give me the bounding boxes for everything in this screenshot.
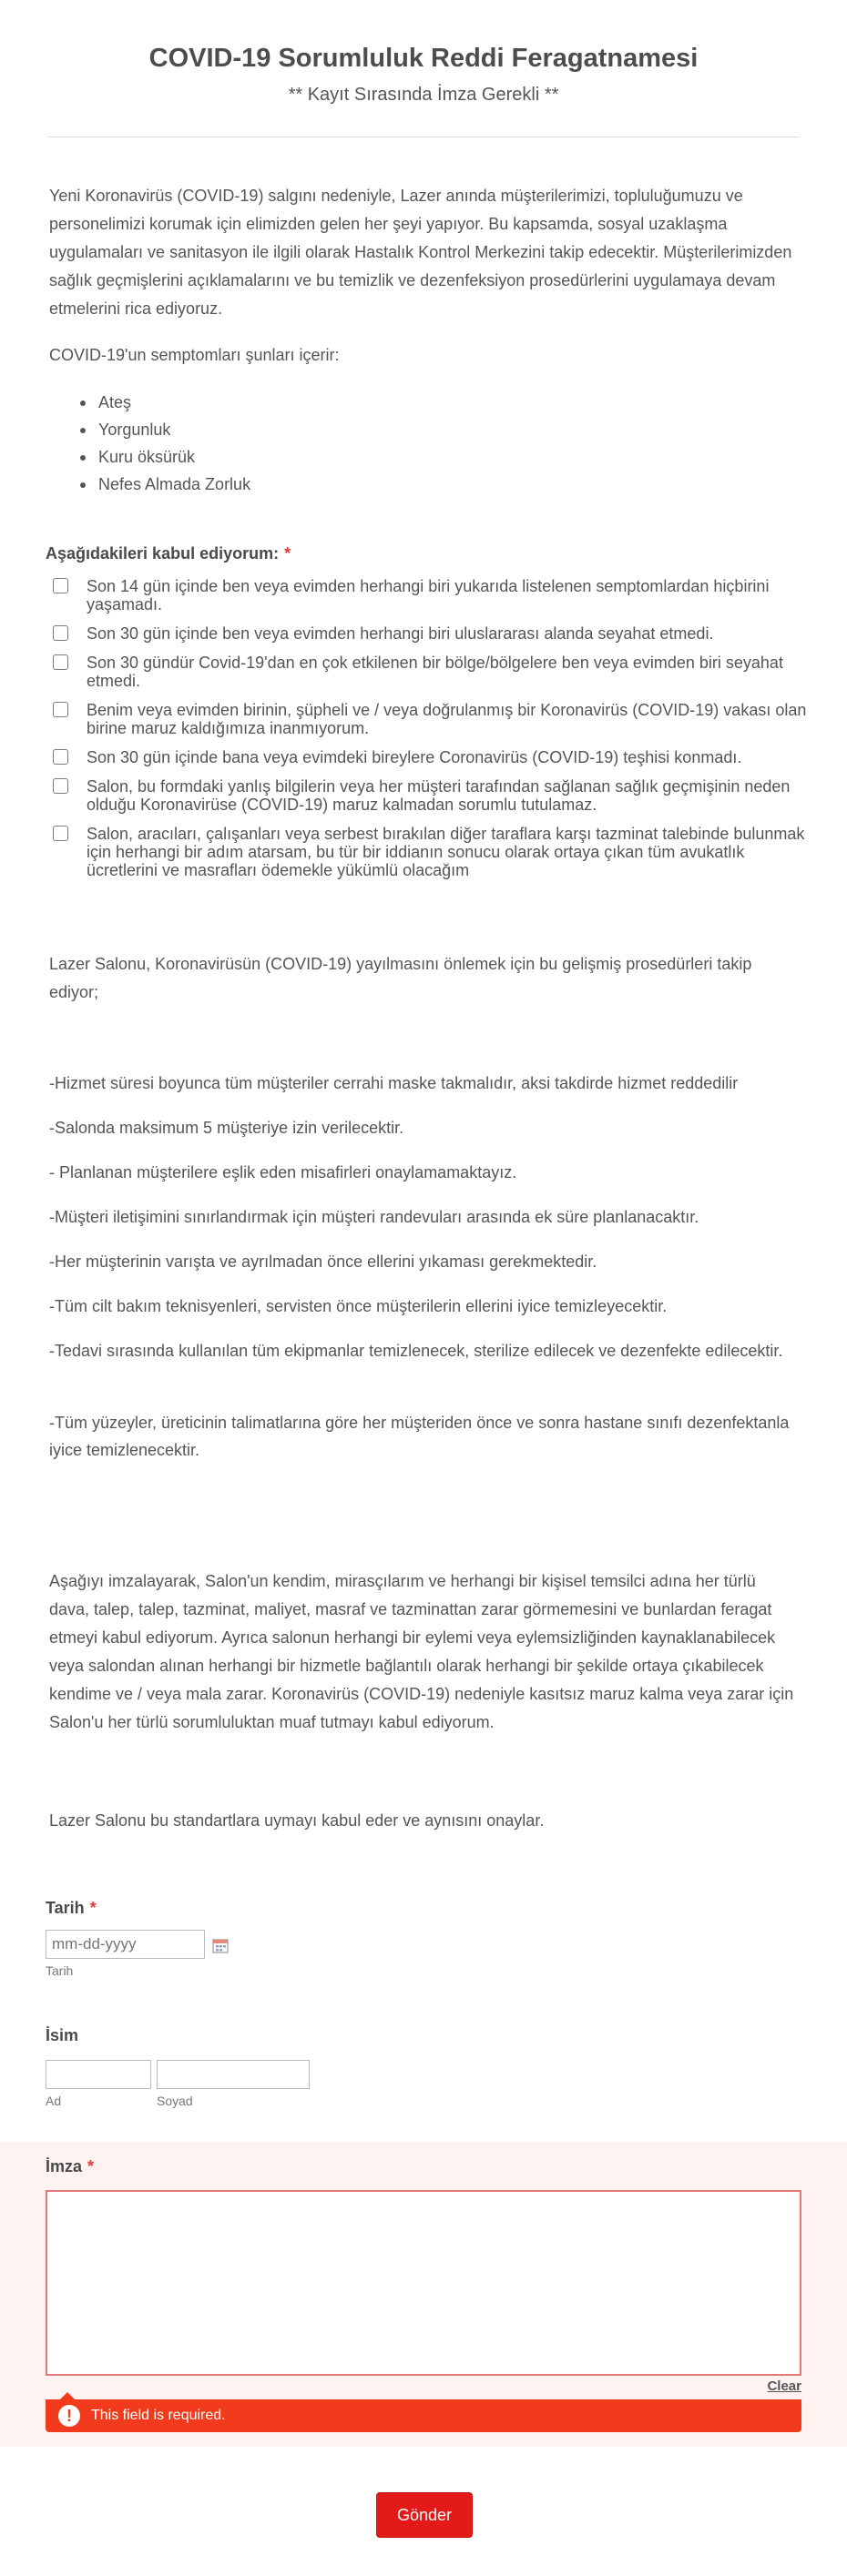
agreement-option-text: Salon, bu formdaki yanlış bilgilerin veya her müşteri tarafından sağlanan sağlık geçmişinin neden olduğu Koronavirüse (COVID-19) maruz kalmadan sorumlu tutulamaz. <box>87 777 791 814</box>
checkbox[interactable] <box>53 702 68 717</box>
checkbox[interactable] <box>53 625 68 641</box>
agreement-checklist <box>46 577 811 890</box>
intro-paragraph: Yeni Koronavirüs (COVID-19) salgını nedeniyle, Lazer anında müşterilerimizi, topluluğumuzu ve personelimizi korumak için elimizden gelen her şeyi yapıyor. Bu kapsamda, sosyal uzaklaşma uygulamaları ve sanitasyon ile ilgili olarak Hastalık Kontrol Merkezini takip edecektir. Müşterilerimizden sağlık geçmişlerini açıklamalarını ve bu temizlik ve dezenfeksiyon prosedürlerini uygulamaya devam etmelerini rica ediyoruz. <box>49 187 792 318</box>
procedure-rule: -Müşteri iletişimini sınırlandırmak için müşteri randevuları arasında ek süre planlanacaktır. <box>49 1208 699 1226</box>
agreement-option[interactable] <box>46 577 811 614</box>
agreement-option-text: Son 30 gün içinde bana veya evimdeki bireylere Coronavirüs (COVID-19) teşhisi konmadı. <box>87 748 742 766</box>
page-title: COVID-19 Sorumluluk Reddi Feragatnamesi <box>148 44 699 73</box>
checkbox[interactable] <box>53 749 68 765</box>
last-name-input[interactable] <box>157 2060 310 2089</box>
submit-button[interactable]: Gönder <box>376 2492 473 2538</box>
required-marker: * <box>87 2157 95 2175</box>
signature-label <box>46 2157 94 2176</box>
agreement-option[interactable] <box>46 777 811 814</box>
procedure-rule: -Tüm cilt bakım teknisyenleri, servisten önce müşterilerin ellerini iyice temizleyecektir. <box>49 1297 668 1315</box>
procedures-intro: Lazer Salonu, Koronavirüsün (COVID-19) yayılmasını önlemek için bu gelişmiş prosedürleri takip ediyor; <box>49 955 752 1001</box>
list-item: Kuru öksürük <box>98 443 250 471</box>
list-item: Nefes Almada Zorluk <box>98 471 250 498</box>
error-message <box>46 2399 801 2432</box>
last-name-sublabel: Soyad <box>157 2094 193 2108</box>
acknowledgement-text: Lazer Salonu bu standartlara uymayı kabul eder ve aynısını onaylar. <box>49 1811 545 1830</box>
first-name-input[interactable] <box>46 2060 151 2089</box>
procedure-rule: - Planlanan müşterilere eşlik eden misafirleri onaylamamaktayız. <box>49 1163 517 1182</box>
form-header <box>0 0 847 137</box>
date-sublabel: Tarih <box>46 1963 74 1978</box>
procedure-rule: -Tedavi sırasında kullanılan tüm ekipmanlar temizlenecek, sterilize edilecek ve dezenfekte edilecektir. <box>49 1342 783 1360</box>
signature-label-text: İmza <box>46 2157 83 2175</box>
agreement-option-text: Son 14 gün içinde ben veya evimden herhangi biri yukarıda listelenen semptomlardan hiçbirini yaşamadı. <box>87 577 770 614</box>
checkbox[interactable] <box>53 778 68 794</box>
agreement-option-text: Son 30 gündür Covid-19'dan en çok etkilenen bir bölge/bölgelere ben veya evimden biri seyahat etmedi. <box>87 654 783 690</box>
date-label-text: Tarih <box>46 1899 85 1917</box>
procedure-rule: -Tüm yüzeyler, üreticinin talimatlarına göre her müşteriden önce ve sonra hastane sınıfı dezenfektanla iyice temizlenecektir. <box>49 1414 790 1459</box>
agreement-option-text: Son 30 gün içinde ben veya evimden herhangi biri uluslararası alanda seyahat etmedi. <box>87 624 714 643</box>
agreement-option[interactable] <box>46 825 811 879</box>
required-marker: * <box>89 1899 97 1917</box>
calendar-icon[interactable] <box>211 1936 230 1954</box>
agreement-option[interactable] <box>46 624 811 643</box>
date-label <box>46 1899 97 1918</box>
agreement-option-text: Salon, aracıları, çalışanları veya serbest bırakılan diğer taraflara karşı tazminat talebinde bulunmak için herhangi bir adım atarsam, bu tür bir iddianın sonucu olarak ortaya çıkan tüm avukatlık ücretlerini ve masrafları ödemekle yükümlü olacağım <box>87 825 805 879</box>
procedure-rule: -Salonda maksimum 5 müşteriye izin verilecektir. <box>49 1119 404 1137</box>
required-marker: * <box>284 544 291 563</box>
symptoms-list <box>98 389 250 498</box>
checkbox[interactable] <box>53 578 68 593</box>
agreement-label <box>46 544 291 563</box>
list-item: Ateş <box>98 389 250 416</box>
agreement-option[interactable] <box>46 701 811 737</box>
clear-signature-link[interactable]: Clear <box>767 2378 801 2394</box>
signature-pad[interactable] <box>46 2190 801 2376</box>
exclamation-icon: ! <box>58 2405 80 2427</box>
agreement-option[interactable] <box>46 654 811 690</box>
error-text: This field is required. <box>91 2408 226 2423</box>
list-item: Yorgunluk <box>98 416 250 443</box>
name-label: İsim <box>46 2026 79 2044</box>
agreement-label-text: Aşağıdakileri kabul ediyorum: <box>46 544 280 563</box>
page-subtitle: ** Kayıt Sırasında İmza Gerekli ** <box>288 85 559 105</box>
checkbox[interactable] <box>53 826 68 841</box>
agreement-option[interactable] <box>46 748 811 766</box>
waiver-paragraph: Aşağıyı imzalayarak, Salon'un kendim, mirasçılarım ve herhangi bir kişisel temsilci adına her türlü dava, talep, talep, tazminat, maliyet, masraf ve tazminattan zarar görmemesini ve bunlardan feragat etmeyi kabul ediyorum. Ayrıca salonun herhangi bir eylemi veya eylemsizliğinden kaynaklanabilecek veya salondan alınan herhangi bir hizmetle bağlantılı olarak herhangi bir şekilde ortaya çıkabilecek kendime ve / veya mala zarar. Koronavirüs (COVID-19) nedeniyle kasıtsız maruz kalma veya zarar için Salon'u her türlü sorumluluktan muaf tutmayı kabul ediyorum. <box>49 1572 794 1731</box>
procedure-rule: -Her müşterinin varışta ve ayrılmadan önce ellerini yıkaması gerekmektedir. <box>49 1253 597 1271</box>
first-name-sublabel: Ad <box>46 2094 62 2108</box>
procedure-rule: -Hizmet süresi boyunca tüm müşteriler cerrahi maske takmalıdır, aksi takdirde hizmet reddedilir <box>49 1074 739 1092</box>
agreement-option-text: Benim veya evimden birinin, şüpheli ve / veya doğrulanmış bir Koronavirüs (COVID-19) vakası olan birine maruz kaldığımıza inanmıyorum. <box>87 701 807 737</box>
symptoms-heading: COVID-19'un semptomları şunları içerir: <box>49 346 340 364</box>
checkbox[interactable] <box>53 654 68 670</box>
date-input[interactable] <box>46 1930 205 1959</box>
